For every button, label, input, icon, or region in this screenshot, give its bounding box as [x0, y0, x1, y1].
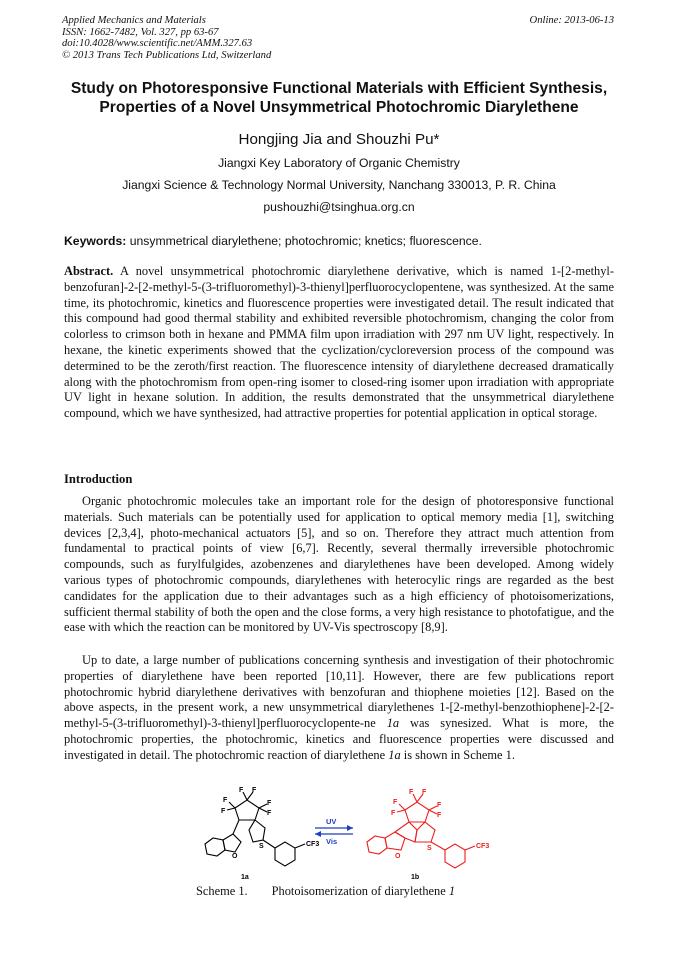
scheme-caption [196, 884, 455, 899]
compound-ref-1a: 1a [388, 747, 401, 762]
journal-issn: ISSN: 1662-7482, Vol. 327, pp 63-67 [62, 26, 219, 38]
abstract [64, 264, 614, 422]
scheme-photoisomerization [195, 782, 525, 882]
sulfur-label: S [259, 843, 264, 850]
intro-paragraph-2 [64, 653, 614, 764]
intro-p2-part-c: is shown in Scheme 1. [403, 747, 515, 762]
fluorine-label: F [422, 789, 427, 796]
label-1b: 1b [411, 874, 420, 881]
closed-isomer-structure [367, 794, 475, 868]
intro-p2-part-a: Up to date, a large number of publications concerning synthesis and investigation of their photochromic properties of diarylethene have been reported [10,11]. However, there are few publications report photochromic hybrid diarylethene derivatives with benzofuran and thiophene moieties [12]. Based on the above aspects, in the present work, a new unsymmetrical diarylethenes 1-[2-methyl-benzothiophene]-2-[2-methyl-5-(3-trifluoromethyl)-3-thienyl]perfluorocyclopente-ne [64, 653, 614, 731]
caption-compound-ref: 1 [448, 884, 456, 898]
label-1a: 1a [241, 874, 249, 881]
affiliation-university: Jiangxi Science & Technology Normal University, Nanchang 330013, P. R. China [122, 178, 556, 192]
fluorine-label: F [252, 787, 257, 794]
sulfur-label: S [427, 845, 432, 852]
abstract-text: A novel unsymmetrical photochromic diarylethene derivative, which is named 1-[2-methyl-benzofuran]-2-[2-methyl-5-(3-trifluoromethyl)-3-thienyl]perfluorocyclopentene, was synthesized. At the same time, its photochromic, kinetics and fluorescence properties were investigated detail. The result indicated that this compound had good thermal stability and exhibited reversible photochromism, changing the color from colorless to crimson both in hexane and PMMA film upon irradiation with 297 nm UV light, respectively. In hexane, the kinetic experiments showed that the cyclization/cycloreversion process of the compound was determined to be the zeroth/first reaction. The fluorescence intensity of diarylethene decreased dramatically along with the photochromism from open-ring isomer to closed-ring isomer upon irradiation with appropriate UV light in hexane solution. In addition, the results demonstrated that the unsymmetrical diarylethene compound, which we have synthesized, had attractive properties for potential application in optical storage. [64, 264, 614, 421]
fluorine-label: F [239, 787, 244, 794]
paper-title [40, 79, 638, 117]
oxygen-label: O [232, 853, 238, 860]
fluorine-label: F [391, 810, 396, 817]
intro-p2-part-b: was synesized. What is more, the photochromic properties, the photochromic, kinetics and fluorescence properties were discussed and investigated in detail. The photochromic reaction of diarylethene [64, 716, 614, 762]
open-isomer-structure [205, 792, 305, 866]
fluorine-label: F [267, 810, 272, 817]
keywords-text: unsymmetrical diarylethene; photochromic; knetics; fluorescence. [129, 234, 482, 248]
compound-ref-1a: 1a [386, 716, 400, 731]
caption-label: Scheme 1. [196, 884, 248, 898]
fluorine-label: F [409, 789, 414, 796]
author-email: pushouzhi@tsinghua.org.cn [263, 200, 415, 214]
title-line-2: Properties of a Novel Unsymmetrical Photochromic Diarylethene [99, 99, 579, 116]
fluorine-label: F [437, 802, 442, 809]
cf3-label: CF3 [476, 843, 490, 850]
fluorine-label: F [223, 797, 228, 804]
vis-label: Vis [326, 837, 338, 846]
authors: Hongjing Jia and Shouzhi Pu* [238, 131, 440, 148]
journal-header [62, 15, 271, 61]
caption-text: Photoisomerization of diarylethene [271, 884, 446, 898]
title-line-1: Study on Photoresponsive Functional Materials with Efficient Synthesis, [70, 80, 608, 97]
cf3-label: CF3 [306, 841, 320, 848]
journal-doi: doi:10.4028/www.scientific.net/AMM.327.63 [62, 38, 253, 49]
fluorine-label: F [393, 799, 398, 806]
journal-copyright: © 2013 Trans Tech Publications Ltd, Switzerland [62, 49, 272, 61]
fluorine-label: F [267, 800, 272, 807]
online-date: Online: 2013-06-13 [529, 15, 614, 26]
fluorine-label: F [437, 812, 442, 819]
abstract-label: Abstract. [64, 264, 114, 278]
oxygen-label: O [395, 853, 401, 860]
keywords [64, 234, 482, 248]
keywords-label: Keywords: [64, 234, 127, 248]
fluorine-label: F [221, 808, 226, 815]
affiliation-lab: Jiangxi Key Laboratory of Organic Chemistry [218, 156, 460, 170]
uv-label: UV [326, 817, 337, 826]
section-heading-introduction: Introduction [64, 472, 133, 486]
reaction-arrows [315, 817, 353, 846]
intro-paragraph-1: Organic photochromic molecules take an important role for the design of photoresponsive functional materials. Such materials can be potentially used for application to optical memory media [1], switching devices [2,3,4], photo-mechanical actuators [5], and so on. Therefore they attract much attention from fundamental to practical points of view [6,7]. Recently, several thermally irreversible photochromic compounds, such as furylfulgides, azobenzenes and diarylethenes have been developed. Among widely various types of photochromic compounds, diarylethenes with heterocylic rings are regarded as the best candidates for the application due to their advantages such as a high efficiency of photoisomerizations, sufficient thermal stability of both the open and the close forms, a very high resistance to photofatigue, and the ease with which the reaction can be monitored by UV-Vis spectroscopy [8,9]. [64, 494, 614, 635]
journal-name: Applied Mechanics and Materials [62, 15, 206, 26]
